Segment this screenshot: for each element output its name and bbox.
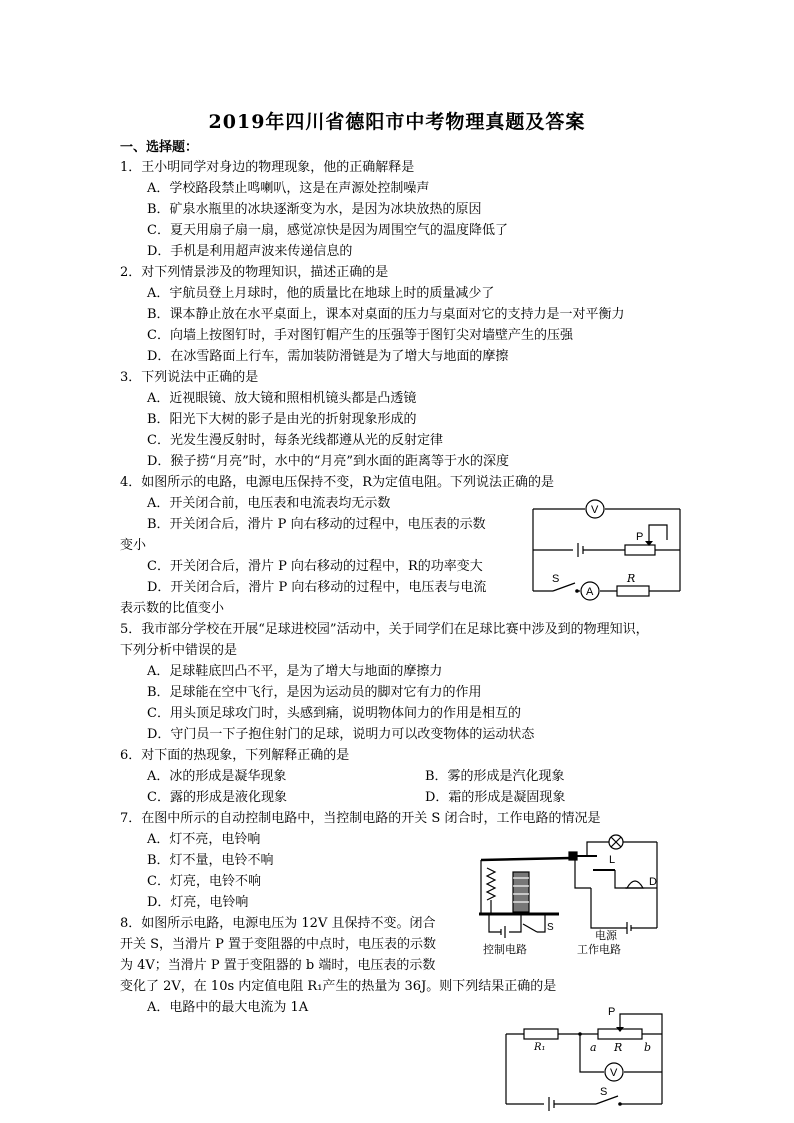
q3-option-a: A．近视眼镜、放大镜和照相机镜头都是凸透镜: [147, 391, 417, 406]
q2-stem: 2．对下列情景涉及的物理知识，描述正确的是: [120, 265, 389, 280]
q5-option-a: A．足球鞋底凹凸不平，是为了增大与地面的摩擦力: [147, 664, 443, 679]
q6-option-c: C．露的形成是液化现象: [147, 790, 287, 805]
q8-slider-label: P: [608, 1006, 616, 1018]
q8-voltmeter-label: V: [610, 1067, 618, 1079]
q4-option-d: D．开关闭合后，滑片 P 向右移动的过程中，电压表与电流: [147, 580, 487, 595]
q8-end-b-label: b: [644, 1041, 652, 1054]
q5-stem-cont: 下列分析中错误的是: [120, 643, 238, 658]
q4-circuit-svg: [525, 495, 695, 605]
q4-option-d-cont: 表示数的比值变小: [120, 601, 225, 616]
q2-option-a: A．宇航员登上月球时，他的质量比在地球上时的质量减少了: [147, 286, 495, 301]
q4-ammeter-label: A: [586, 586, 594, 598]
q5-option-c: C．用头顶足球攻门时，头感到痛，说明物体间力的作用是相互的: [147, 706, 521, 721]
q7-work-circuit-caption: 工作电路: [577, 943, 621, 956]
q8-line-4: 变化了 2V，在 10s 内定值电阻 R₁产生的热量为 36J。则下列结果正确的是: [120, 979, 557, 994]
q6-option-d: D．霜的形成是凝固现象: [425, 790, 566, 805]
page-title: 2019年四川省德阳市中考物理真题及答案: [208, 111, 586, 133]
q7-lamp-label: L: [609, 854, 616, 866]
q4-slider-label: P: [636, 531, 644, 543]
q3-stem: 3．下列说法中正确的是: [120, 370, 259, 385]
section-heading: 一、选择题：: [120, 140, 199, 155]
q4-option-b: B．开关闭合后，滑片 P 向右移动的过程中，电压表的示数: [147, 517, 486, 532]
q6-stem: 6．对下面的热现象，下列解释正确的是: [120, 748, 350, 763]
q8-line-3: 为 4V；当滑片 P 置于变阻器的 b 端时，电压表的示数: [120, 958, 436, 973]
q1-option-d: D．手机是利用超声波来传递信息的: [147, 244, 353, 259]
q7-switch-label: S: [547, 922, 554, 933]
q2-option-b: B．课本静止放在水平桌面上，课本对桌面的压力与桌面对它的支持力是一对平衡力: [147, 307, 625, 322]
q5-option-b: B．足球能在空中飞行，是因为运动员的脚对它有力的作用: [147, 685, 482, 700]
q7-circuit-svg: [475, 828, 665, 958]
q1-option-a: A．学校路段禁止鸣喇叭，这是在声源处控制噪声: [147, 181, 430, 196]
q3-option-d: D．猴子捞“月亮”时，水中的“月亮”到水面的距离等于水的深度: [147, 454, 510, 469]
q3-option-c: C．光发生漫反射时，每条光线都遵从光的反射定律: [147, 433, 443, 448]
q4-voltmeter-label: V: [591, 504, 599, 516]
q3-option-b: B．阳光下大树的影子是由光的折射现象形成的: [147, 412, 417, 427]
q5-stem: 5．我市部分学校在开展“足球进校园”活动中，关于同学们在足球比赛中涉及到的物理知识，: [120, 622, 649, 637]
q8-line-1: 8．如图所示电路，电源电压为 12V 且保持不变。闭合: [120, 916, 436, 931]
q1-stem: 1．王小明同学对身边的物理现象，他的正确解释是: [120, 160, 415, 175]
q7-option-a: A．灯不亮，电铃响: [147, 832, 261, 847]
q1-option-c: C．夏天用扇子扇一扇，感觉凉快是因为周围空气的温度降低了: [147, 223, 508, 238]
q4-resistor-label: R: [627, 572, 636, 585]
q4-option-b-cont: 变小: [120, 538, 147, 553]
q8-r1-label: R₁: [534, 1042, 546, 1053]
q7-stem: 7．在图中所示的自动控制电路中，当控制电路的开关 S 闭合时，工作电路的情况是: [120, 811, 601, 826]
q6-option-a: A．冰的形成是凝华现象: [147, 769, 287, 784]
q7-option-b: B．灯不量，电铃不响: [147, 853, 274, 868]
q7-bell-label: D: [649, 876, 657, 888]
q7-option-c: C．灯亮，电铃不响: [147, 874, 261, 889]
q5-option-d: D．守门员一下子抱住射门的足球，说明力可以改变物体的运动状态: [147, 727, 535, 742]
q8-option-a: A．电路中的最大电流为 1A: [147, 1000, 309, 1015]
q2-option-c: C．向墙上按图钉时，手对图钉帽产生的压强等于图钉尖对墙壁产生的压强: [147, 328, 573, 343]
q4-option-c: C．开关闭合后，滑片 P 向右移动的过程中，R的功率变大: [147, 559, 483, 574]
q8-circuit-svg: [500, 1004, 670, 1114]
q2-option-d: D．在冰雪路面上行车，需加装防滑链是为了增大与地面的摩擦: [147, 349, 509, 364]
q6-option-b: B．雾的形成是汽化现象: [425, 769, 565, 784]
q8-line-2: 开关 S，当滑片 P 置于变阻器的中点时，电压表的示数: [120, 937, 437, 952]
q1-option-b: B．矿泉水瓶里的冰块逐渐变为水，是因为冰块放热的原因: [147, 202, 482, 217]
q7-option-d: D．灯亮，电铃响: [147, 895, 249, 910]
q4-switch-label: S: [552, 573, 560, 585]
q4-stem: 4．如图所示的电路，电源电压保持不变，R为定值电阻。下列说法正确的是: [120, 475, 555, 490]
q8-circuit-diagram: [500, 1004, 670, 1114]
q8-end-a-label: a: [590, 1041, 597, 1054]
q7-control-circuit-caption: 控制电路: [483, 943, 527, 956]
q8-r-label: R: [614, 1041, 623, 1054]
q7-power-label: 电源: [595, 929, 617, 942]
q8-switch-label: S: [600, 1086, 608, 1098]
q4-circuit-diagram: [525, 495, 695, 605]
q4-option-a: A．开关闭合前，电压表和电流表均无示数: [147, 496, 391, 511]
q7-relay-circuit-diagram: [475, 828, 665, 958]
